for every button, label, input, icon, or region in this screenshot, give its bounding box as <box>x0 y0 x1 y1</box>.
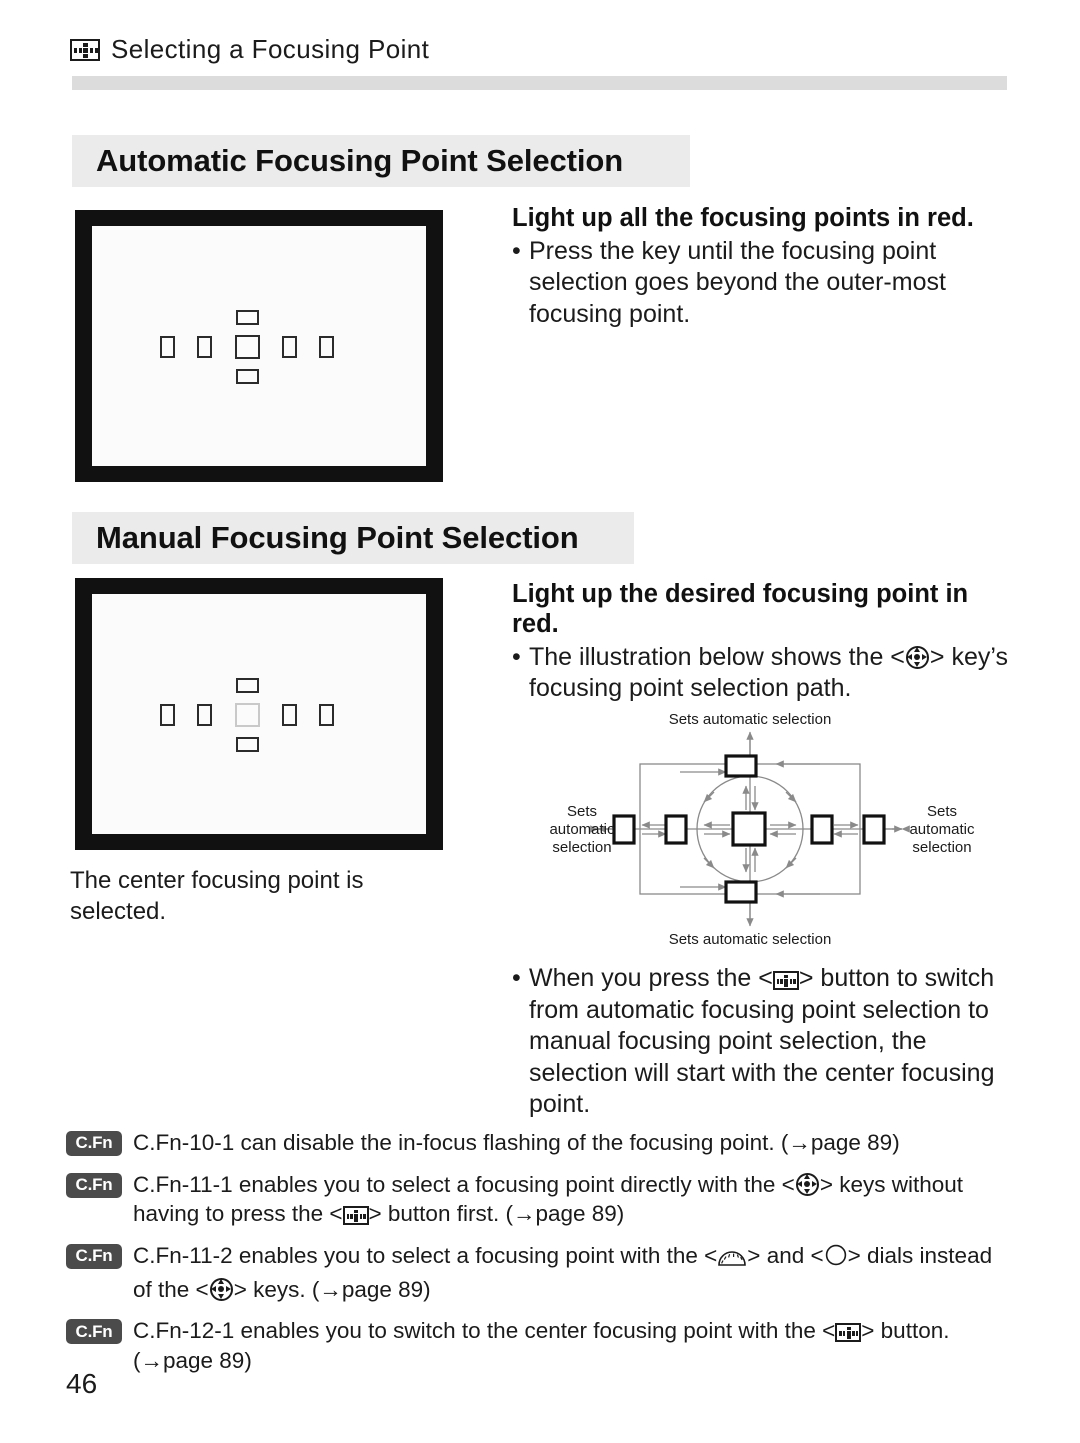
af-point-far-right <box>319 704 334 726</box>
manual-bullet-suffix: > key’s focusing point selection path. <box>529 642 1008 703</box>
bullet-marker: • <box>512 642 521 671</box>
section-heading-manual-text: Manual Focusing Point Selection <box>96 520 579 555</box>
note-cfn-12-1 <box>66 1316 1016 1375</box>
af-point-selection-button-icon <box>835 1323 861 1342</box>
diagram-label-left-3: selection <box>552 839 612 856</box>
manual-bullet <box>512 642 1018 705</box>
cfn-badge: C.Fn <box>66 1173 122 1198</box>
bullet-marker: • <box>512 964 521 992</box>
manual-second-bullet-block <box>512 962 1018 1121</box>
viewfinder-all-points <box>75 210 443 482</box>
automatic-lede: Light up all the focusing points in red. <box>512 204 974 232</box>
note-text-part: > button first. (→page 89) <box>368 1201 625 1227</box>
note-text-part: > keys without having to press the < <box>133 1171 964 1227</box>
note-text <box>133 1241 1016 1304</box>
viewfinder-center-point <box>75 578 443 850</box>
section-heading-automatic-text: Automatic Focusing Point Selection <box>96 143 624 178</box>
running-head-title: Selecting a Focusing Point <box>111 34 430 64</box>
note-text-part: > and < <box>747 1243 824 1269</box>
manual-second-bullet-text <box>529 963 1018 1121</box>
note-text-part: > keys. (→page 89) <box>233 1276 431 1302</box>
af-point-top <box>236 678 259 693</box>
manual-bullet-prefix: The illustration below shows the < <box>529 642 905 671</box>
manual-second-bullet <box>512 963 1018 1121</box>
note-text-part: > dials instead of the < <box>133 1243 993 1302</box>
running-head <box>70 34 429 65</box>
diagram-label-bottom: Sets automatic selection <box>668 931 832 948</box>
diagram-label-left-2: automatic <box>549 821 615 838</box>
note-text-part: C.Fn-11-2 enables you to select a focusing point with the < <box>133 1243 718 1269</box>
af-point-top <box>236 310 259 325</box>
af-point-right <box>282 336 297 358</box>
cfn-badge: C.Fn <box>66 1319 122 1344</box>
note-text <box>133 1170 1016 1229</box>
af-point-far-left <box>160 336 175 358</box>
header-rule <box>72 76 1007 90</box>
second-bullet-prefix: When you press the < <box>529 964 773 992</box>
af-point-bottom <box>236 737 259 752</box>
multi-controller-icon <box>795 1172 820 1197</box>
note-cfn-11-1 <box>66 1170 1016 1229</box>
section-heading-manual <box>72 512 634 564</box>
af-point-far-left <box>160 704 175 726</box>
cfn-badge: C.Fn <box>66 1131 122 1156</box>
multi-controller-icon <box>209 1277 234 1302</box>
cfn-badge: C.Fn <box>66 1244 122 1269</box>
diagram-label-right-1: Sets <box>926 803 958 820</box>
af-point-right <box>282 704 297 726</box>
page-number: 46 <box>66 1368 98 1399</box>
af-point-selection-button-icon <box>773 971 799 990</box>
viewfinder-caption: The center focusing point is selected. <box>70 867 364 925</box>
af-point-selection-button-icon <box>70 39 100 61</box>
focusing-point-selection-path-diagram <box>490 712 1010 950</box>
automatic-copy <box>512 204 1018 330</box>
automatic-bullet <box>512 236 1018 331</box>
af-point-bottom <box>236 369 259 384</box>
note-text-part: > button. (→page 89) <box>133 1318 950 1374</box>
af-point-selection-button-icon <box>343 1206 369 1225</box>
note-cfn-11-2 <box>66 1241 1016 1304</box>
main-dial-icon <box>717 1245 747 1275</box>
note-cfn-10-1 <box>66 1128 1016 1158</box>
bullet-marker: • <box>512 236 521 265</box>
diagram-label-right-3: selection <box>912 839 972 856</box>
diagram-label-left-1: Sets <box>566 803 598 820</box>
note-text <box>133 1316 1016 1375</box>
af-point-center-selected <box>235 703 260 727</box>
viewfinder-screen <box>92 226 426 466</box>
diagram-label-right-2: automatic <box>909 821 975 838</box>
section-heading-automatic <box>72 135 690 187</box>
manual-lede: Light up the desired focusing point in red. <box>512 580 969 638</box>
af-point-left <box>197 704 212 726</box>
note-text-part: C.Fn-12-1 enables you to switch to the center focusing point with the < <box>133 1318 836 1344</box>
manual-copy <box>512 580 1018 705</box>
multi-controller-icon <box>905 645 930 670</box>
second-bullet-suffix: > button to switch from automatic focusing point selection to manual focusing point selection, the selection will start with the center focusing point. <box>529 964 995 1118</box>
quick-control-dial-icon <box>824 1243 848 1275</box>
af-point-center <box>235 335 260 359</box>
af-point-left <box>197 336 212 358</box>
automatic-bullet-text: Press the key until the focusing point selection goes beyond the outer-most focusing point. <box>529 236 946 328</box>
viewfinder-screen-manual <box>92 594 426 834</box>
note-text-part: C.Fn-11-1 enables you to select a focusing point directly with the < <box>133 1171 795 1197</box>
af-point-far-right <box>319 336 334 358</box>
custom-function-notes <box>66 1128 1016 1388</box>
manual-bullet-text <box>529 642 1018 705</box>
diagram-label-top: Sets automatic selection <box>668 712 832 728</box>
note-text: C.Fn-10-1 can disable the in-focus flashing of the focusing point. (→page 89) <box>133 1130 900 1155</box>
